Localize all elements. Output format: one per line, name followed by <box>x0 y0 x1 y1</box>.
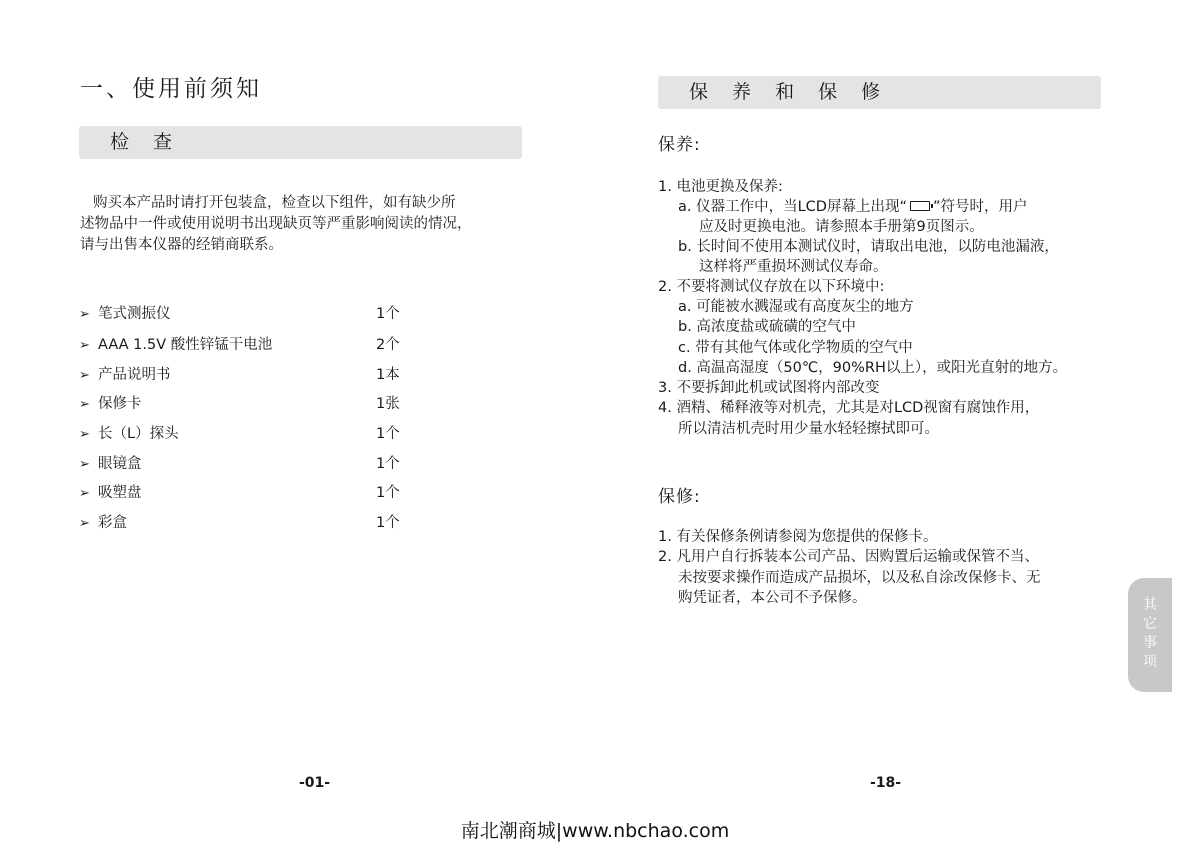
care-line: a. 仪器工作中，当LCD屏幕上出现“ ”符号时，用户 <box>678 199 1028 215</box>
side-tab-char: 其 <box>1143 597 1157 613</box>
intro-line: 购买本产品时请打开包装盒，检查以下组件，如有缺少所 <box>93 195 456 211</box>
list-item <box>79 303 419 325</box>
item-name: 吸塑盘 <box>98 485 142 501</box>
care-title: 保养: <box>658 135 701 155</box>
list-item <box>79 482 419 504</box>
page-number-left: -01- <box>299 775 331 791</box>
arrow-bullet-icon: ➢ <box>79 397 90 412</box>
item-name: 眼镜盒 <box>98 456 142 472</box>
list-item <box>79 453 419 475</box>
side-tab-char: 它 <box>1143 616 1157 632</box>
warranty-line: 1. 有关保修条例请参阅为您提供的保修卡。 <box>658 529 938 545</box>
page-number-right: -18- <box>870 775 902 791</box>
care-line: 3. 不要拆卸此机或试图将内部改变 <box>658 380 880 396</box>
side-tab-other-matters <box>1128 578 1172 692</box>
care-line: b. 高浓度盐或硫磺的空气中 <box>678 319 856 335</box>
care-line: b. 长时间不使用本测试仪时，请取出电池，以防电池漏液， <box>678 239 1059 255</box>
site-watermark: 南北潮商城|www.nbchao.com <box>460 820 730 842</box>
item-qty: 1张 <box>376 396 400 412</box>
list-item <box>79 512 419 534</box>
list-item <box>79 423 419 445</box>
intro-line: 述物品中一件或使用说明书出现缺页等严重影响阅读的情况， <box>80 216 472 232</box>
care-line: 2. 不要将测试仪存放在以下环境中: <box>658 279 885 295</box>
item-qty: 1个 <box>376 426 400 442</box>
arrow-bullet-icon: ➢ <box>79 457 90 472</box>
care-line: 所以清洁机壳时用少量水轻轻擦拭即可。 <box>678 421 939 437</box>
item-qty: 1个 <box>376 306 400 322</box>
item-qty: 1本 <box>376 367 400 383</box>
intro-paragraph <box>80 193 550 256</box>
item-name: 保修卡 <box>98 396 142 412</box>
item-qty: 1个 <box>376 456 400 472</box>
battery-icon <box>910 201 930 211</box>
list-item <box>79 334 419 356</box>
care-line: 4. 酒精、稀释液等对机壳，尤其是对LCD视窗有腐蚀作用， <box>658 400 1040 416</box>
arrow-bullet-icon: ➢ <box>79 427 90 442</box>
page-heading: 一、使用前须知 <box>80 76 262 102</box>
item-name: AAA 1.5V 酸性锌锰干电池 <box>98 337 273 353</box>
care-line: c. 带有其他气体或化学物质的空气中 <box>678 340 913 356</box>
item-name: 笔式测振仪 <box>98 306 171 322</box>
item-qty: 1个 <box>376 515 400 531</box>
warranty-line: 未按要求操作而造成产品损坏，以及私自涂改保修卡、无 <box>678 570 1041 586</box>
list-item <box>79 364 419 386</box>
item-name: 产品说明书 <box>98 367 171 383</box>
care-line: 这样将严重损坏测试仪寿命。 <box>699 259 888 275</box>
warranty-line: 2. 凡用户自行拆装本公司产品、因购置后运输或保管不当、 <box>658 549 1039 565</box>
care-line: d. 高温高湿度（50℃，90%RH以上），或阳光直射的地方。 <box>678 360 1068 376</box>
arrow-bullet-icon: ➢ <box>79 307 90 322</box>
arrow-bullet-icon: ➢ <box>79 338 90 353</box>
section-title-check: 检 查 <box>79 126 522 159</box>
side-tab-char: 事 <box>1143 635 1157 651</box>
arrow-bullet-icon: ➢ <box>79 516 90 531</box>
section-title-care-warranty: 保 养 和 保 修 <box>658 76 1101 109</box>
warranty-title: 保修: <box>658 487 701 507</box>
item-qty: 1个 <box>376 485 400 501</box>
list-item <box>79 393 419 415</box>
care-line: 1. 电池更换及保养: <box>658 179 783 195</box>
side-tab-char: 项 <box>1143 654 1157 670</box>
item-name: 长（L）探头 <box>98 426 179 442</box>
arrow-bullet-icon: ➢ <box>79 486 90 501</box>
item-qty: 2个 <box>376 337 400 353</box>
warranty-line: 购凭证者，本公司不予保修。 <box>678 590 867 606</box>
item-name: 彩盒 <box>98 515 127 531</box>
care-line: a. 可能被水溅湿或有高度灰尘的地方 <box>678 299 914 315</box>
care-line: 应及时更换电池。请参照本手册第9页图示。 <box>699 219 984 235</box>
intro-line: 请与出售本仪器的经销商联系。 <box>80 237 283 253</box>
arrow-bullet-icon: ➢ <box>79 368 90 383</box>
